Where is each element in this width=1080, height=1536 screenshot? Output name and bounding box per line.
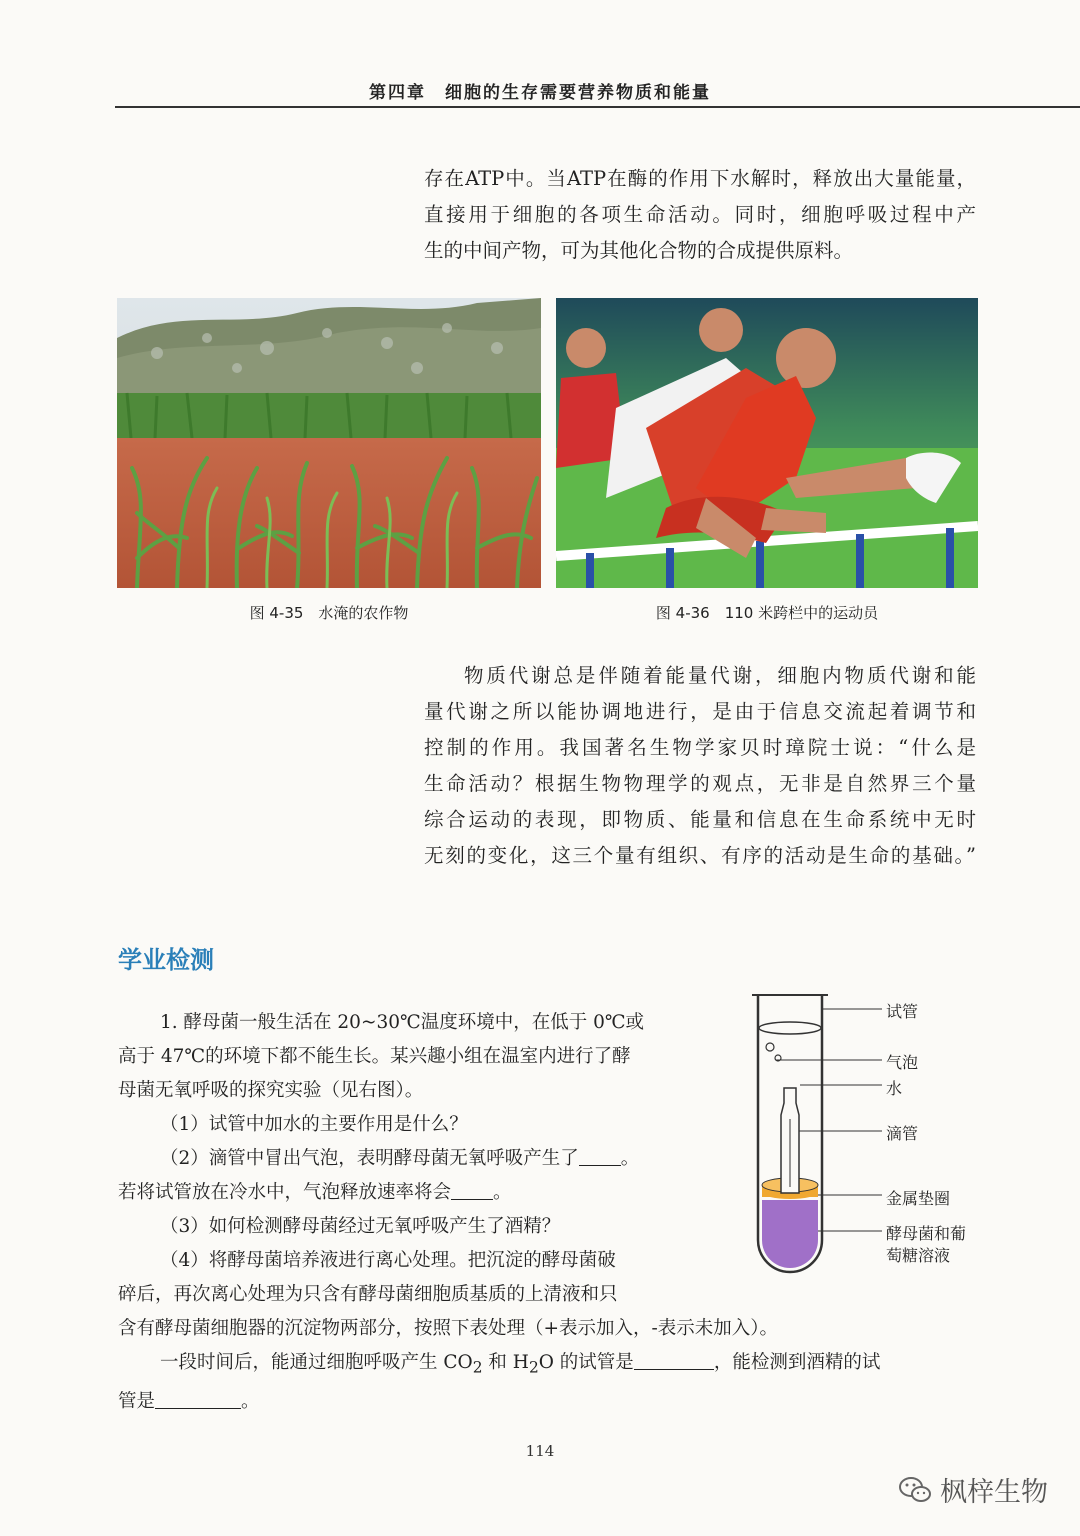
- question-text: 若将试管放在冷水中，气泡释放速率将会: [118, 1182, 452, 1203]
- question-text: 。: [493, 1182, 512, 1203]
- hurdles-athletes-photo: [556, 298, 978, 588]
- question-line: 含有酵母菌细胞器的沉淀物两部分，按照下表处理（+表示加入，-表示未加入）。: [118, 1318, 779, 1339]
- subscript: 2: [528, 1358, 539, 1377]
- answer-blank[interactable]: [579, 1147, 621, 1167]
- question-text: （2）滴管中冒出气泡，表明酵母菌无氧呼吸产生了: [160, 1148, 579, 1169]
- answer-blank[interactable]: [155, 1389, 241, 1409]
- text-line: 物质代谢总是伴随着能量代谢，细胞内物质代谢和能: [464, 664, 976, 687]
- question-text: O 的试管是: [538, 1352, 634, 1373]
- answer-blank[interactable]: [634, 1351, 714, 1371]
- flooded-crops-photo: [117, 298, 541, 588]
- label-solution-line-1: 酵母菌和葡: [886, 1224, 967, 1243]
- question-text: 和 H: [482, 1352, 529, 1373]
- watermark-text: 枫梓生物: [940, 1477, 1048, 1508]
- question-line: [118, 1385, 988, 1419]
- watermark: [898, 1470, 1048, 1509]
- paragraph-metabolism: [424, 658, 976, 874]
- question-line: [118, 1176, 738, 1210]
- page-number: 114: [525, 1442, 555, 1460]
- text-line: 综合运动的表现，即物质、能量和信息在生命系统中无时: [424, 808, 976, 831]
- question-1: [118, 1006, 738, 1312]
- question-line: [118, 1346, 988, 1385]
- chapter-header: 第四章 细胞的生存需要营养物质和能量: [369, 83, 711, 103]
- text-line: 直接用于细胞的各项生命活动。同时，细胞呼吸过程中产: [424, 203, 976, 226]
- question-text: ，能检测到酒精的试: [713, 1352, 881, 1373]
- text-line: 存在ATP中。当ATP在酶的作用下水解时，释放出大量能量，: [424, 167, 976, 190]
- label-solution-line-2: 萄糖溶液: [886, 1246, 951, 1265]
- label-dropper: 滴管: [886, 1124, 919, 1143]
- question-line: 母菌无氧呼吸的探究实验（见右图）。: [118, 1080, 424, 1101]
- question-line: 碎后，再次离心处理为只含有酵母菌细胞质基质的上清液和只: [118, 1284, 618, 1305]
- text-line: 控制的作用。我国著名生物学家贝时璋院士说：“什么是: [424, 736, 976, 759]
- subscript: 2: [472, 1358, 483, 1377]
- section-heading: 学业检测: [118, 946, 214, 974]
- label-water: 水: [886, 1079, 903, 1098]
- text-line: 无刻的变化，这三个量有组织、有序的活动是生命的基础。”: [424, 844, 976, 867]
- question-part-1: （1）试管中加水的主要作用是什么？: [160, 1114, 468, 1135]
- text-line: 生命活动？根据生物物理学的观点，无非是自然界三个量: [424, 772, 976, 795]
- question-part-2: [118, 1142, 738, 1176]
- paragraph-atp: [424, 161, 976, 269]
- text-line: 量代谢之所以能协调地进行，是由于信息交流起着调节和: [424, 700, 976, 723]
- question-1-continued: [118, 1312, 988, 1419]
- question-line: 高于 47℃的环境下都不能生长。某兴趣小组在温室内进行了酵: [118, 1046, 631, 1067]
- answer-blank[interactable]: [451, 1181, 493, 1201]
- question-part-3: （3）如何检测酵母菌经过无氧呼吸产生了酒精？: [160, 1216, 561, 1237]
- bubble: [766, 1043, 774, 1051]
- label-test-tube: 试管: [886, 1002, 919, 1021]
- test-tube-diagram: [740, 985, 1040, 1285]
- text-line: 生的中间产物，可为其他化合物的合成提供原料。: [424, 239, 854, 262]
- label-metal-gasket: 金属垫圈: [886, 1189, 951, 1208]
- yeast-solution: [762, 1200, 818, 1268]
- question-text: 一段时间后，能通过细胞呼吸产生 CO: [160, 1352, 473, 1373]
- header-rule: [115, 106, 1080, 108]
- question-text: 管是: [118, 1390, 156, 1412]
- question-text: 。: [241, 1390, 260, 1412]
- wechat-icon: [898, 1475, 932, 1505]
- question-text: 。: [620, 1148, 640, 1169]
- question-part-4: （4）将酵母菌培养液进行离心处理。把沉淀的酵母菌破: [160, 1250, 616, 1271]
- figure-caption: 图 4-35 水淹的农作物: [249, 604, 409, 622]
- label-bubble: 气泡: [886, 1053, 919, 1072]
- figure-caption: 图 4-36 110 米跨栏中的运动员: [655, 604, 879, 622]
- question-line: 1. 酵母菌一般生活在 20~30℃温度环境中，在低于 0℃或: [160, 1012, 645, 1033]
